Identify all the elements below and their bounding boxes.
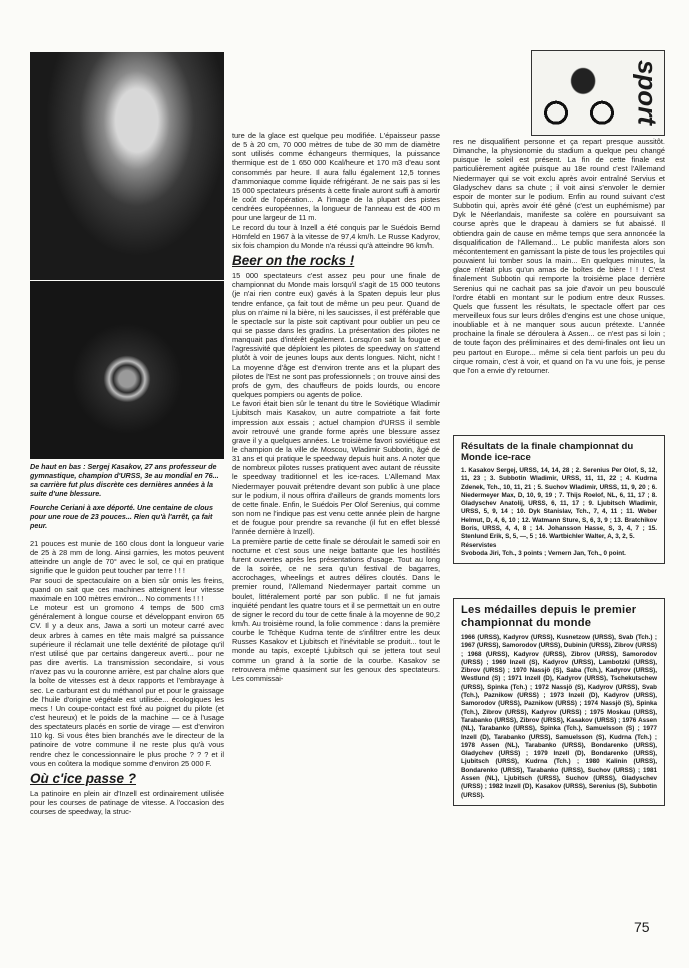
results-title: Résultats de la finale championnat du Monde ice-race [461,441,634,463]
column-1 [30,539,224,816]
paragraph: Le favori était bien sûr le tenant du titre le Soviétique Wladimir Ljubitsch mais Kasakov, un autre compatriote a fait forte impression aux essais ; actuel champion d'URSS il semble avoir retrouvé une grande forme après une blessure assez grave il y a quelques années. Le troisième favori soviétique est le champion de la ville de Moscou, Wladimir Subbotin, âgé de 31 ans et qui pratique le speedway depuis huit ans. A noter que de nombreux pilotes russes pratiquent avec autant de réussite le speedway traditionnel et les ice-races. L'Allemand Max Niedermayer pouvait prétendre devant son public à une place sur le podium, il nous offrira d'ailleurs de grands moments lors de cette finale. Enfin, le Suédois Per Olof Serenius, qui comme son nom ne l'indique pas est venu cette année plein de hargne et de fougue pour prendre sa revanche (il fut en effet blessé l'année dernière à Inzell). [232,399,440,537]
paragraph: 21 pouces est munie de 160 clous dont la longueur varie de 25 à 28 mm de long. Ainsi garnies, les motos peuvent atteindre un angle de 70° avec le sol, ce qui en pratique signifie que le guidon peut toucher par terre ! ! ! [30,539,224,576]
results-box [453,435,665,564]
photo-caption: De haut en bas : Sergej Kasakov, 27 ans professeur de gymnastique, champion d'URSS, 3e au mondial en 76... sa carrière fut plus discrète ces dernières années à la suite d'une blessure. [30,462,219,498]
medals-title: Les médailles depuis le premier championnat du monde [461,604,637,629]
reserves-label: Réservistes [461,541,497,549]
medals-box [453,598,665,806]
subheading-ou-cice-passe: Où c'ice passe ? [30,770,137,786]
fork-caption: Fourche Ceriani à axe déporté. Une centaine de clous pour une roue de 23 pouces... Rien qu'à l'arrêt, ça fait peur. [30,503,213,530]
paragraph: 15 000 spectateurs c'est assez peu pour une finale de championnat du Monde mais lorsqu'il s'agit de 15 000 teutons (je n'ai rien contre eux) gavés à la Spaten depuis leur plus tendre enfance, ça fait tout de même un peu peur. Quand de plus on n'aime ni la bière, ni les saucisses, il est préférable que le spectacle sur la piste soit captivant pour oublier un peu ce qui se passe dans les gradins. La présentation des pilotes ne manquait pas d'intérêt également. Lorsqu'on sait la fougue et l'agressivité que déploient les pilotes de speedway on s'attend plutôt à voir de jeunes loups aux dents longues. Nicht, nicht ! La moyenne d'âge est d'environ trente ans et la plupart des pilotes de l'Est ne sont pas professionnels ; on trouve ainsi des profs de gym, des chauffeurs de poids lourds, ou encore quelques pompiers ou agents de police. [232,271,440,400]
column-3 [453,137,665,375]
paragraph: La patinoire en plein air d'Inzell est ordinairement utilisée pour les courses de patinage de vitesse. A l'occasion des courses de speedway, la struc- [30,788,224,817]
column-2 [232,131,440,683]
paragraph: Le moteur est un gromono 4 temps de 500 cm3 généralement à longue course et développant environ 65 CV. Il y a deux ans, Jawa a sorti un moteur carré avec deux arbres à cames en tête mais malgré sa puissance supérieure il réclamait une telle dextérité de pilotage qu'il n'est utilisé que par certains dangereux averti... pour ne pas dire avertis. La transmission secondaire, si vous n'avez pas vu la couronne arrière, est par chaîne alors que la boîte de vitesses est à deux rapports et l'embrayage à sec. Le carburant est du méthanol pur et pour le graissage de l'huile d'origine végétale est utilisée... écologiques les mecs ! Un coupe-contact est fixé au poignet du pilote (et c'est heureux) et le poids de la machine — ce à l'usage des spectateurs placés en sortie de virage — est d'environ 110 kg. Si vous êtes bien branchés ave le directeur de la patinoire de votre commune il ne reste plus qu'à vous rendre chez le concessionnaire le plus proche ? ? ? et il vous en coûtera la modique somme d'environ 25 000 F. [30,603,224,768]
logo-text: sport [632,60,663,125]
subheading-beer-on-the-rocks: Beer on the rocks ! [232,253,355,269]
paragraph: La première partie de cette finale se déroulait le samedi soir en nocturne et c'est sous une neige battante que les hostilités furent ouvertes après les présentations d'usage. Tout au long de la soirée, ce ne sera qu'un festival de bagarres, accrochages, wheelings et autres délires cloutés. Dans le premier round, l'Allemand Niedermayer partait comme un boulet, littéralement porté par son public. Il ne fut jamais inquiété pendant les quatre tours et il se permettait un en outre de signer le record du tour de cette finale à la moyenne de 90,2 km/h. Au troisième round, la folie commence : dans la première courbe le Tchèque Kudrna tente de s'infiltrer entre les deux Russes Kasakov et Ljubitsch et l'inévitable se produit... tout le monde au tapis, excepté Ljubitsch qui se jettera tout seul comme un grand à la sortie de la courbe. Kasakov se retrouvera même quasiment sur les genoux des spectateurs. Les commissai- [232,536,440,683]
photo-kasakov-portrait [30,52,224,280]
motorcycle-icon [538,55,620,129]
results-list: 1. Kasakov Sergej, URSS, 14, 14, 28 ; 2. Serenius Per Olof, S, 12, 11, 23 ; 3. Subbotin Wladimir, URSS, 11, 11, 22 ; 4. Kudrna Zdenek, Tch., 10, 11, 21 ; 5. Suchov Wladimir, URSS, 11, 9, 20 ; 6. Niedermeyer Max, D, 10, 9, 19 ; 7. Thijs Roelof, NL, 6, 11, 17 ; 8. Gladyschev Anatolij, URSS, 6, 11, 17 ; 9. Ljubitsch Wladimir, URSS, 5, 9, 14 ; 10. Dyk Stanislav, Tch., 7, 4, 11 ; 11. Weber Helmut, D, 4, 6, 10 ; 12. Watmann Sture, S, 6, 3, 9 ; 13. Bratchikov Boris, URSS, 4, 4, 8 ; 14. Johansson Hasse, S, 3, 4, 7 ; 15. Stenlund Erik, S, 5, —, 5 ; 16. Wartbichler Walter, A, 3, 2, 5. [461,467,657,541]
paragraph: Par souci de spectaculaire on a bien sûr omis les freins, quand on sait que ces machines atteignent leur vitesse maximale en 100 mètres environ... No comments ! ! ! [30,575,224,603]
reserves-list: Svoboda Jiri, Tch., 3 points ; Vernern Jan, Tch., 0 point. [461,549,626,557]
paragraph: ture de la glace est quelque peu modifiée. L'épaisseur passe de 5 à 20 cm, 70 000 mètres de tube de 30 mm de diamètre sont utilisés comme échangeurs thermiques, la puissance thermique est de 1 650 000 Kcal/heure et 170 m3 d'eau sont consommés par heure. Il aura fallu également 12,5 tonnes d'ammoniaque comme liquide réfrigérant. Je ne sais pas si les 15 000 spectateurs présents à cette finale auront suffi à amortir le coût de l'opération... A l'image de la plupart des pistes cendrées européennes, la longueur de l'anneau est de 400 m pour une largeur de 11 m. [232,131,440,223]
medals-list: 1966 (URSS), Kadyrov (URSS), Kusnetzow (URSS), Svab (Tch.) ; 1967 (URSS), Samorodov (URSS), Dubinin (URSS), Zibrov (URSS) ; 1968 (URSS), Kadyrov (URSS), Zibrov (URSS), Samorodov (URSS) ; 1969 Inzell (S), Kadyrov (URSS), Lambotzki (URSS), Zibrov (URSS) ; 1970 Nassjö (S), Saba (Tch.), Kadyrov (URSS), Westlund (S) ; 1971 Inzell (D), Kadyrov (URSS), Tschekutschew (URSS), Spinka (Tch.) ; 1972 Nassjö (S), Kadyrov (URSS), Svab (Tch.), Paznikow (URSS) ; 1973 Inzell (D), Kadyrov (URSS), Samorodov (URSS), Paznikow (URSS) ; 1974 Nassjö (S), Spinka (Tch.), Zibrov (URSS), Kadyrov (URSS) ; 1975 Moskau (URSS), Tarabanko (URSS), Zibrov (URSS), Kasakov (URSS) ; 1976 Assen (NL), Tarabanko (URSS), Spinka (Tch.), Samuelsson (S) ; 1977 Inzell (D), Tarabanko (URSS), Samuelsson (S), Kudrna (Tch.) ; 1978 Assen (NL), Tarabanko (URSS), Bondarenko (URSS), Gladychev (URSS) ; 1979 Inzell (D), Bondarenko (URSS), Ljubitsch (URSS), Kudrna (Tch.) ; 1980 Kalinin (URSS), Bondarenko (URSS), Tarabanko (URSS), Suchov (URSS) ; 1981 Assen (NL), Ljubitsch (URSS), Suchov (URSS), Gladyschev (URSS) ; 1982 Inzell (D), Kasakov (URSS), Serenius (S), Subbotin (URSS). [461,634,657,799]
photo-ceriani-fork [30,281,224,459]
paragraph: Le record du tour à Inzell a été conquis par le Suédois Bernd Hörnfeld en 1967 à la vitesse de 97,4 km/h. Le Russe Kadyrov, six fois champion du Monde n'a réussi qu'à atteindre 96 km/h. [232,222,440,250]
sport-logo [531,50,665,136]
page-number: 75 [634,919,650,935]
paragraph: res ne disqualifient personne et ça repart presque aussitôt. Dimanche, la physionomie du stadium a quelque peu changé puisque le soleil est présent. La fin de cette finale est particulièrement agitée puisque au 18e round c'est l'Allemand Niedermayer qui se voit exclu après avoir entraîné Servius et Gladyschev dans sa chute ; il voit ainsi s'envoler le dernier espoir de monter sur le podium. Enfin au round suivant c'est Subbotin qui, après avoir été gêné (c'est un euphémisme) par Dyk le Néerlandais, manifeste sa colère en poursuivant sa course après que le drapeau à damiers se fut abaissé. Il obtiendra gain de cause en même temps que sera annoncée la disqualification de l'Allemand... Le public manifesta alors son mécontentement en garnissant la piste de tous les projectiles qui pouvaient lui tomber sous la main... En quelques minutes, la glace n'était plus qu'un amas de boîtes de bière ! ! ! C'est finalement Subbotin qui remporte la troisième place derrière Serenius qui ne cachait pas sa joie d'avoir un peu bousculé l'ordre établi en montant sur le podium entre deux Russes. Quels que fussent les résultats, le spectacle offert par ces merveilleux fous sur leurs drôles d'engins est une chose unique, inoubliable et à ne manquer sous aucun prétexte. L'année prochaine la finale se déroulera à Assen... ce n'est pas si loin ; de toute façon des préliminaires et des demi-finales ont lieu un peu partout en Europe... même si cela tient parfois un peu du cirque romain, c'est à voir, et quand on l'a vu une fois, je pense que l'on a envie d'y retourner. [453,137,665,375]
